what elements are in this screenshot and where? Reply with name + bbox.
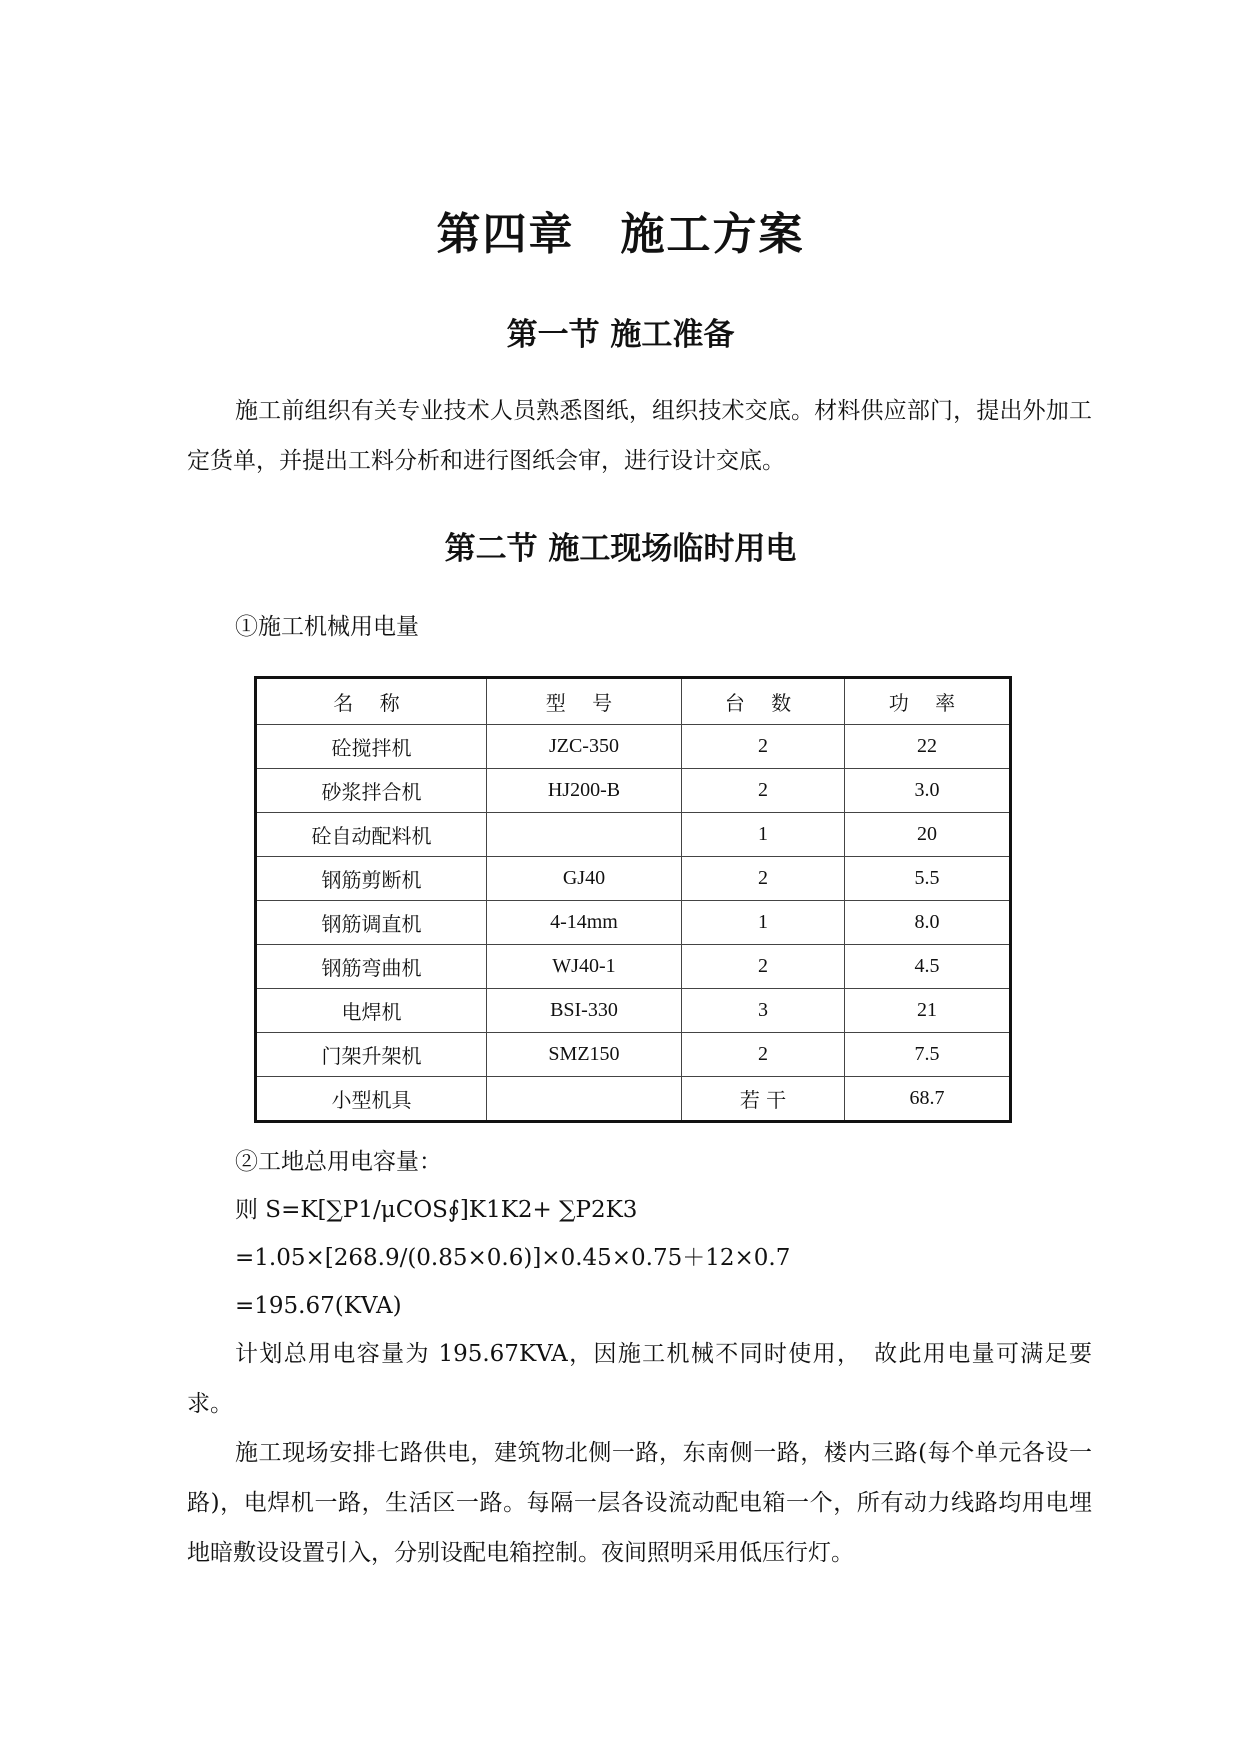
cell-count: 2 xyxy=(682,769,845,813)
cell-power: 22 xyxy=(844,725,1010,769)
cell-count: 2 xyxy=(682,857,845,901)
cell-power: 20 xyxy=(844,813,1010,857)
section-title-1: 第一节 施工准备 xyxy=(506,317,735,353)
cell-count: 1 xyxy=(682,901,845,945)
cell-name: 门架升架机 xyxy=(256,1033,487,1077)
cell-name: 钢筋剪断机 xyxy=(256,857,487,901)
header-count: 台 数 xyxy=(682,678,845,725)
cell-model: WJ40-1 xyxy=(486,945,681,989)
formula-line-1: 则 S=K[∑P1/μCOS∮]K1K2+ ∑P2K3 xyxy=(235,1197,638,1223)
table-row xyxy=(256,769,1011,813)
cell-name: 电焊机 xyxy=(256,989,487,1033)
formula-line-2: =1.05×[268.9/(0.85×0.6)]×0.45×0.75＋12×0.7 xyxy=(235,1245,791,1271)
cell-model: JZC-350 xyxy=(486,725,681,769)
chapter-title: 第四章 施工方案 xyxy=(436,209,805,260)
header-power: 功 率 xyxy=(844,678,1010,725)
cell-model xyxy=(486,813,681,857)
equipment-power-table xyxy=(254,676,1012,1123)
table-row xyxy=(256,901,1011,945)
cell-power: 3.0 xyxy=(844,769,1010,813)
table-row xyxy=(256,945,1011,989)
cell-count: 若 干 xyxy=(682,1077,845,1122)
supply-paragraph-text: 施工现场安排七路供电，建筑物北侧一路，东南侧一路，楼内三路(每个单元各设一路)，电焊机一路，生活区一路。每隔一层各设流动配电箱一个，所有动力线路均用电埋地暗敷设设置引入，分别设配电箱控制。夜间照明采用低压行灯。 xyxy=(187,1440,1092,1566)
cell-model: BSI-330 xyxy=(486,989,681,1033)
cell-count: 2 xyxy=(682,1033,845,1077)
cell-name: 钢筋弯曲机 xyxy=(256,945,487,989)
cell-name: 小型机具 xyxy=(256,1077,487,1122)
table-row xyxy=(256,1033,1011,1077)
cell-name: 钢筋调直机 xyxy=(256,901,487,945)
table-row xyxy=(256,1077,1011,1122)
cell-name: 砼搅拌机 xyxy=(256,725,487,769)
table-row xyxy=(256,725,1011,769)
section1-paragraph xyxy=(187,386,1092,486)
cell-count: 2 xyxy=(682,725,845,769)
cell-power: 8.0 xyxy=(844,901,1010,945)
item2-label: ②工地总用电容量： xyxy=(235,1149,442,1175)
cell-count: 2 xyxy=(682,945,845,989)
cell-count: 3 xyxy=(682,989,845,1033)
supply-paragraph xyxy=(187,1428,1092,1578)
cell-name: 砂浆拌合机 xyxy=(256,769,487,813)
section1-paragraph-text: 施工前组织有关专业技术人员熟悉图纸，组织技术交底。材料供应部门，提出外加工定货单，并提出工料分析和进行图纸会审，进行设计交底。 xyxy=(187,398,1092,474)
cell-count: 1 xyxy=(682,813,845,857)
formula-line-3: =195.67(KVA) xyxy=(235,1293,402,1319)
table-body xyxy=(256,725,1011,1122)
item1-label: ①施工机械用电量 xyxy=(235,614,419,640)
table-row xyxy=(256,989,1011,1033)
cell-power: 21 xyxy=(844,989,1010,1033)
cell-model: HJ200-B xyxy=(486,769,681,813)
table-header-row xyxy=(256,678,1011,725)
cell-model xyxy=(486,1077,681,1122)
cell-power: 5.5 xyxy=(844,857,1010,901)
table-row xyxy=(256,857,1011,901)
cell-model: 4-14mm xyxy=(486,901,681,945)
cell-name: 砼自动配料机 xyxy=(256,813,487,857)
cell-model: SMZ150 xyxy=(486,1033,681,1077)
cell-power: 7.5 xyxy=(844,1033,1010,1077)
cell-power: 68.7 xyxy=(844,1077,1010,1122)
cell-model: GJ40 xyxy=(486,857,681,901)
header-name: 名 称 xyxy=(256,678,487,725)
section-title-2: 第二节 施工现场临时用电 xyxy=(444,531,797,567)
capacity-paragraph-text: 计划总用电容量为 195.67KVA，因施工机械不同时使用， 故此用电量可满足要求。 xyxy=(187,1341,1092,1417)
table-row xyxy=(256,813,1011,857)
cell-power: 4.5 xyxy=(844,945,1010,989)
capacity-paragraph xyxy=(187,1329,1092,1429)
header-model: 型 号 xyxy=(486,678,681,725)
